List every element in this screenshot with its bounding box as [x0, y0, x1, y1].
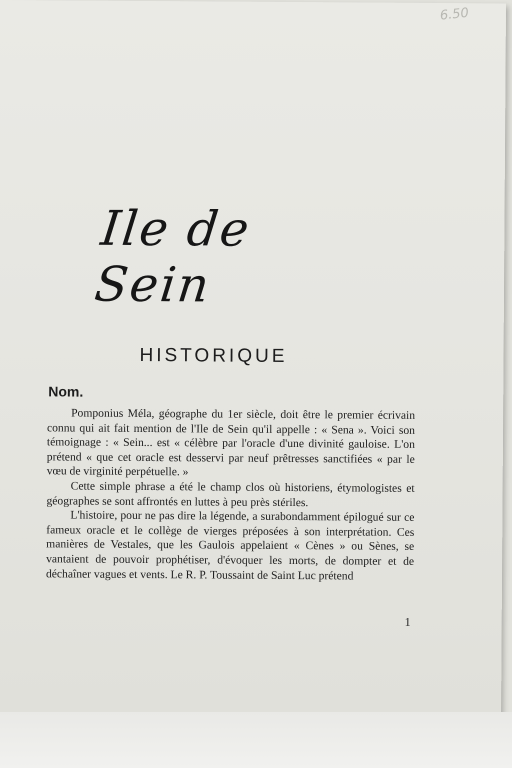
paragraph-1: Pomponius Méla, géographe du 1er siècle, doit être le premier écrivain connu qui ait fait mention de l'Ile de Sein qu'il appelle : « Sena ». Voici son témoignage : « Sein... est « célèbre par l'oracle d'une divinité gauloise. L'on prétend « que cet oracle est desservi par neuf prêtresses sanctifiées « par le vœu de virginité perpétuelle. »	[46, 406, 416, 479]
pencil-note: 6.50	[439, 5, 470, 24]
subsection-heading: Nom.	[48, 383, 84, 400]
paragraph-3: L'histoire, pour ne pas dire la légende, a surabondamment épilogué sur ce fameux oracle et le collège de vierges préposées à son interprétation. Ces manières de Vestales, que les Gaulois appelaient « Cènes » ou Sènes, se vantaient de pouvoir prophétiser, d'évoquer les morts, de dompter et de déchaîner vagues et vents. Le R. P. Toussaint de Saint Luc prétend	[45, 508, 415, 583]
paragraph-2: Cette simple phrase a été le champ clos où historiens, étymologistes et géographes se sont affrontés en luttes à peu près stériles.	[46, 479, 415, 509]
page-title: Ile de Sein	[91, 200, 254, 314]
background-surface	[0, 712, 512, 768]
body-text	[46, 406, 415, 584]
page-number: 1	[404, 614, 411, 629]
section-heading: HISTORIQUE	[139, 344, 288, 368]
